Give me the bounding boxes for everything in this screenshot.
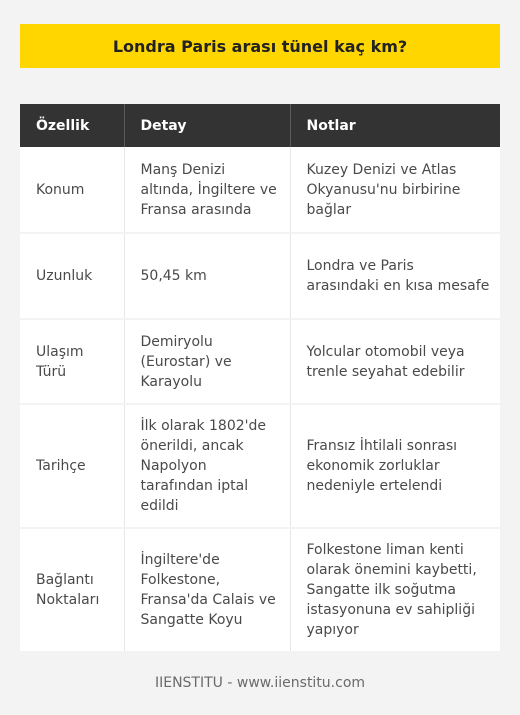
table-header-row [20,104,500,147]
table-cell-notes: Kuzey Denizi ve Atlas Okyanusu'nu birbirine bağlar [290,147,500,233]
table-cell-detail: 50,45 km [124,233,290,319]
info-table [20,104,500,653]
column-header-detail: Detay [124,104,290,147]
footer-credit: IIENSTITU - www.iienstitu.com [154,675,366,691]
table-row [20,404,500,528]
table-cell-detail: İngiltere'de Folkestone, Fransa'da Calais ve Sangatte Koyu [124,528,290,652]
table-cell-notes: Fransız İhtilali sonrası ekonomik zorluklar nedeniyle ertelendi [290,404,500,528]
table-cell-detail: İlk olarak 1802'de önerildi, ancak Napolyon tarafından iptal edildi [124,404,290,528]
table-cell-feature: Tarihçe [20,404,124,528]
page-title: Londra Paris arası tünel kaç km? [20,24,500,68]
column-header-feature: Özellik [20,104,124,147]
table-cell-notes: Londra ve Paris arasındaki en kısa mesafe [290,233,500,319]
table-cell-feature: Bağlantı Noktaları [20,528,124,652]
column-header-notes: Notlar [290,104,500,147]
table-cell-feature: Ulaşım Türü [20,319,124,404]
table-row [20,233,500,319]
table-row [20,528,500,652]
table-cell-detail: Manş Denizi altında, İngiltere ve Fransa arasında [124,147,290,233]
table-cell-notes: Folkestone liman kenti olarak önemini kaybetti, Sangatte ilk soğutma istasyonuna ev sahipliği yapıyor [290,528,500,652]
table-cell-feature: Konum [20,147,124,233]
table-row [20,319,500,404]
table-cell-feature: Uzunluk [20,233,124,319]
table-cell-detail: Demiryolu (Eurostar) ve Karayolu [124,319,290,404]
table-cell-notes: Yolcular otomobil veya trenle seyahat edebilir [290,319,500,404]
table-row [20,147,500,233]
